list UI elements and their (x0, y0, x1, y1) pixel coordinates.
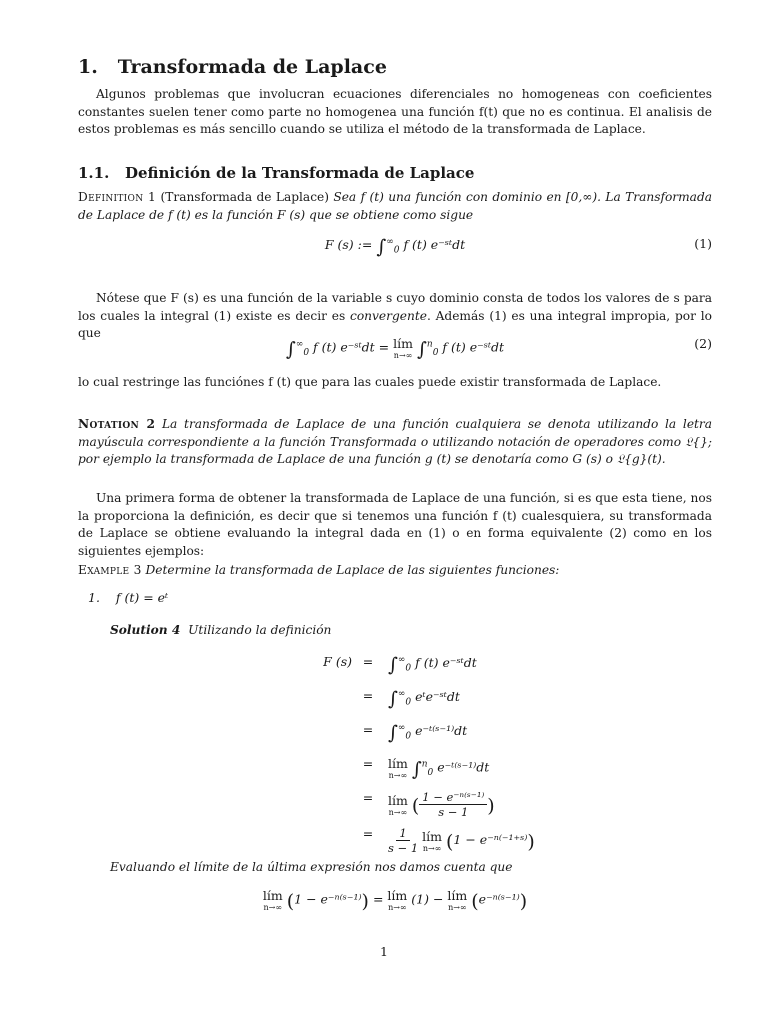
derivation-line-1: F (s) = $\int^\infty_0$ f (t) e⁻ˢᵗdt (323, 654, 477, 676)
example-label: Example 3 (78, 563, 142, 577)
derivation-line-2: = $\int^\infty_0$ eᵗe⁻ˢᵗdt (362, 688, 460, 710)
definition-name: (Transformada de Laplace) (160, 190, 329, 204)
notation-label: Notation 2 (78, 417, 156, 431)
section-heading (78, 56, 387, 78)
note-paragraph: Nótese que F (s) es una función de la variable s cuyo dominio consta de todos los valores de s para los cuales la integral (1) existe es decir es convergente. Además (1) es una integral impropia, por lo que (78, 291, 712, 340)
equation-1: F (s) := $\int^\infty_0$ f (t) e⁻ˢᵗdt (1) (324, 236, 712, 258)
restriction-text: lo cual restringe las funciónes f (t) que para las cuales puede existir transformada de Laplace. (78, 375, 662, 389)
equation-number-1: (1) (694, 236, 712, 251)
example-item (88, 590, 168, 605)
derivation-line-3: = $\int^\infty_0$ e⁻ᵗ⁽ˢ⁻¹⁾dt (362, 722, 468, 744)
subsection-title: Definición de la Transformada de Laplace (125, 164, 475, 182)
definition-block (78, 189, 712, 224)
page-number: 1 (380, 944, 388, 959)
intro-paragraph: Algunos problemas que involucran ecuaciones diferenciales no homogeneas con coeficientes constantes suelen tener como parte no homogenea una función f(t) que no es continua. El analisis de estos problemas es más sencillo cuando se utiliza el método de la transformada de Laplace. (78, 87, 712, 136)
example-item-number: 1. (88, 590, 100, 605)
derivation-line-5: = lím n→∞ ( $\frac{\text{1 − e⁻ⁿ⁽ˢ⁻¹⁾}}{s - 1}$ ) (362, 790, 495, 819)
subsection-number: 1.1. (78, 164, 110, 182)
notation-text: La transformada de Laplace de una función cualquiera se denota utilizando la letra mayúscula correspondiente a la función Transformada o utilizando notación de operadores como 𝔏{}; por ejemplo la transformada de Laplace de una función g (t) se denotaría como G (s) o 𝔏{g}(t). (78, 417, 713, 466)
example-block (78, 562, 712, 580)
example-text: Determine la transformada de Laplace de las siguientes funciones: (145, 563, 560, 577)
derivation-line-6: = $\frac{1}{s - 1}$ lím n→∞ (1 − e⁻ⁿ⁽⁻¹⁺ˢ⁾) (362, 826, 535, 855)
definition-label: Definition 1 (78, 190, 157, 204)
example-item-function: f (t) = eᵗ (115, 590, 169, 605)
section-number: 1. (78, 56, 98, 78)
definition-text: Sea f (t) una función con dominio en [0,∞). La Transformada de Laplace de f (t) es la función F (s) que se obtiene como sigue (78, 190, 713, 222)
equation-number-2: (2) (694, 336, 712, 351)
subsection-heading (78, 164, 474, 182)
solution-text: Utilizando la definición (188, 623, 332, 637)
convergent-term: convergente (350, 308, 427, 323)
derivation-line-4: = lím n→∞ ∫$^n_0$ e⁻ᵗ⁽ˢ⁻¹⁾dt (362, 756, 490, 781)
evaluating-text: Evaluando el límite de la última expresión nos damos cuenta que (110, 860, 513, 874)
equation-2: $\int^\infty_0$ f (t) e⁻ˢᵗdt = lím n→∞ ∫$^n_0$ f (t) e⁻ˢᵗdt (2) (285, 336, 712, 361)
section-title: Transformada de Laplace (117, 56, 387, 78)
paragraph-2: Una primera forma de obtener la transformada de Laplace de una función, si es que esta tiene, nos la proporciona la definición, es decir que si tenemos una función f (t) cualesquiera, su transformada de Laplace se obtiene evaluando la integral dada en (1) o en forma equivalente (2) como en los siguientes ejemplos: (78, 491, 712, 558)
notation-block (78, 416, 712, 469)
solution-block (110, 623, 331, 637)
final-equation: lím n→∞ (1 − e⁻ⁿ⁽ˢ⁻¹⁾) = lím n→∞ (1) − lím n→∞ (e⁻ⁿ⁽ˢ⁻¹⁾) (262, 888, 528, 913)
solution-label: Solution 4 (110, 623, 181, 637)
